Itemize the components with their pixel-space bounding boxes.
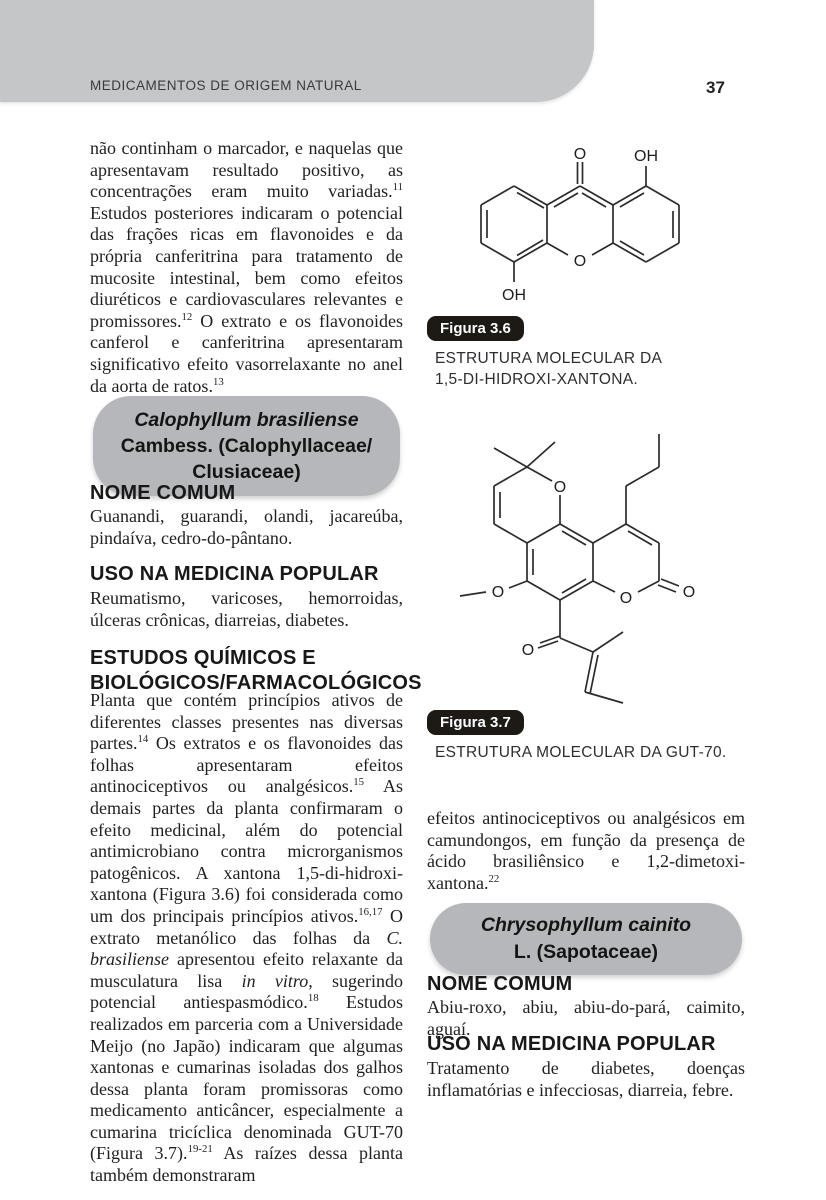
species-authority: L. (Sapotaceae) [513, 941, 659, 963]
uso-text-2: Tratamento de diabetes, doenças inflamatórias e infecciosas, diarreia, febre. [427, 1058, 745, 1100]
atom-acyl-o: O [521, 642, 535, 659]
atom-lactone-ring-o: O [619, 590, 633, 607]
atom-methoxy-o: O [491, 584, 505, 601]
species-box-chrysophyllum [430, 903, 742, 975]
nome-comum-text-2: Abiu-roxo, abiu, abiu-do-pará, caimito, aguaí. [427, 997, 745, 1039]
figure-3-7-tag: Figura 3.7 [427, 710, 524, 735]
atom-ring-o: O [573, 253, 587, 270]
atom-lactone-carbonyl-o: O [682, 584, 696, 601]
estudos-paragraph: Planta que contém princípios ativos de diferentes classes presentes nas diversas partes.$^{14}$ Os extratos e os flavonoides das folhas apresentaram efeitos antinociceptivos ou analgésicos.$^{15}$ As demais partes da planta confirmaram o efeito medicinal, além do potencial antimicrobiano contra microrganismos patogênicos. A xantona 1,5-di-hidroxi-xantona (Figura 3.6) foi considerada como um dos principais princípios ativos.$^{16,17}$ O extrato metanólico das folhas da C. brasiliense apresentou efeito relaxante da musculatura lisa in vitro, sugerindo potencial antiespasmódico.$^{18}$ Estudos realizados em parceria com a Universidade Meijo (no Japão) indicaram que algumas xantonas e cumarinas isoladas dos galhos dessa planta foram promissoras como medicamento anticâncer, especialmente a cumarina tricíclica denominada GUT-70 (Figura 3.7).$^{19-21}$ As raízes dessa planta também demonstraram [90, 690, 404, 1186]
atom-chromene-o: O [553, 479, 567, 496]
continuation-paragraph: efeitos antinociceptivos ou analgésicos em camundongos, em função da presença de ácido brasiliênsico e 1,2-dimetoxi-xantona.$^{22}$ [427, 808, 745, 893]
header-banner [0, 0, 594, 102]
atom-carbonyl-o: O [573, 146, 587, 163]
atom-hydroxyl-top: OH [634, 148, 658, 165]
gut70-structure [454, 426, 704, 714]
figure-3-6-caption-line1: ESTRUTURA MOLECULAR DA [435, 350, 663, 367]
heading-nome-comum-1: NOME COMUM [90, 482, 236, 504]
figure-3-6-caption-line2: 1,5-DI-HIDROXI-XANTONA. [435, 371, 638, 388]
uso-text-1: Reumatismo, varicoses, hemorroidas, úlceras crônicas, diarreias, diabetes. [90, 588, 403, 630]
figure-3-7-caption: ESTRUTURA MOLECULAR DA GUT-70. [435, 744, 727, 761]
running-header-title: MEDICAMENTOS DE ORIGEM NATURAL [90, 78, 362, 93]
heading-estudos: ESTUDOS QUÍMICOS E BIOLÓGICOS/FARMACOLÓGICOS [90, 647, 422, 694]
heading-uso-2: USO NA MEDICINA POPULAR [427, 1033, 716, 1055]
figure-3-6-tag: Figura 3.6 [427, 316, 524, 341]
atom-hydroxyl-bottom: OH [502, 287, 526, 304]
nome-comum-text-1: Guanandi, guarandi, olandi, jacareúba, pindaíva, cedro-do-pântano. [90, 506, 403, 548]
xanthone-structure [464, 140, 696, 308]
species-authority: Cambess. (Calophyllaceae/ [120, 435, 373, 457]
intro-paragraph: não continham o marcador, e naquelas que apresentavam resultado positivo, as concentrações eram muito variadas.$^{11}$ Estudos posteriores indicaram o potencial das frações ricas em flavonoides e da própria canferitrina para tratamento de mucosite intestinal, bem como efeitos diuréticos e cardiovasculares relevantes e promissores.$^{12}$ O extrato e os flavonoides canferol e canferitrina apresentaram significativo efeito vasorrelaxante no anel da aorta de ratos.$^{13}$ [90, 138, 403, 396]
species-family: Clusiaceae) [192, 461, 301, 483]
species-name: Chrysophyllum cainito [480, 914, 692, 936]
heading-nome-comum-2: NOME COMUM [427, 973, 573, 995]
page-number: 37 [706, 78, 725, 97]
heading-uso-1: USO NA MEDICINA POPULAR [90, 563, 379, 585]
species-name: Calophyllum brasiliense [134, 409, 359, 431]
figure-3-6-caption [435, 348, 662, 390]
